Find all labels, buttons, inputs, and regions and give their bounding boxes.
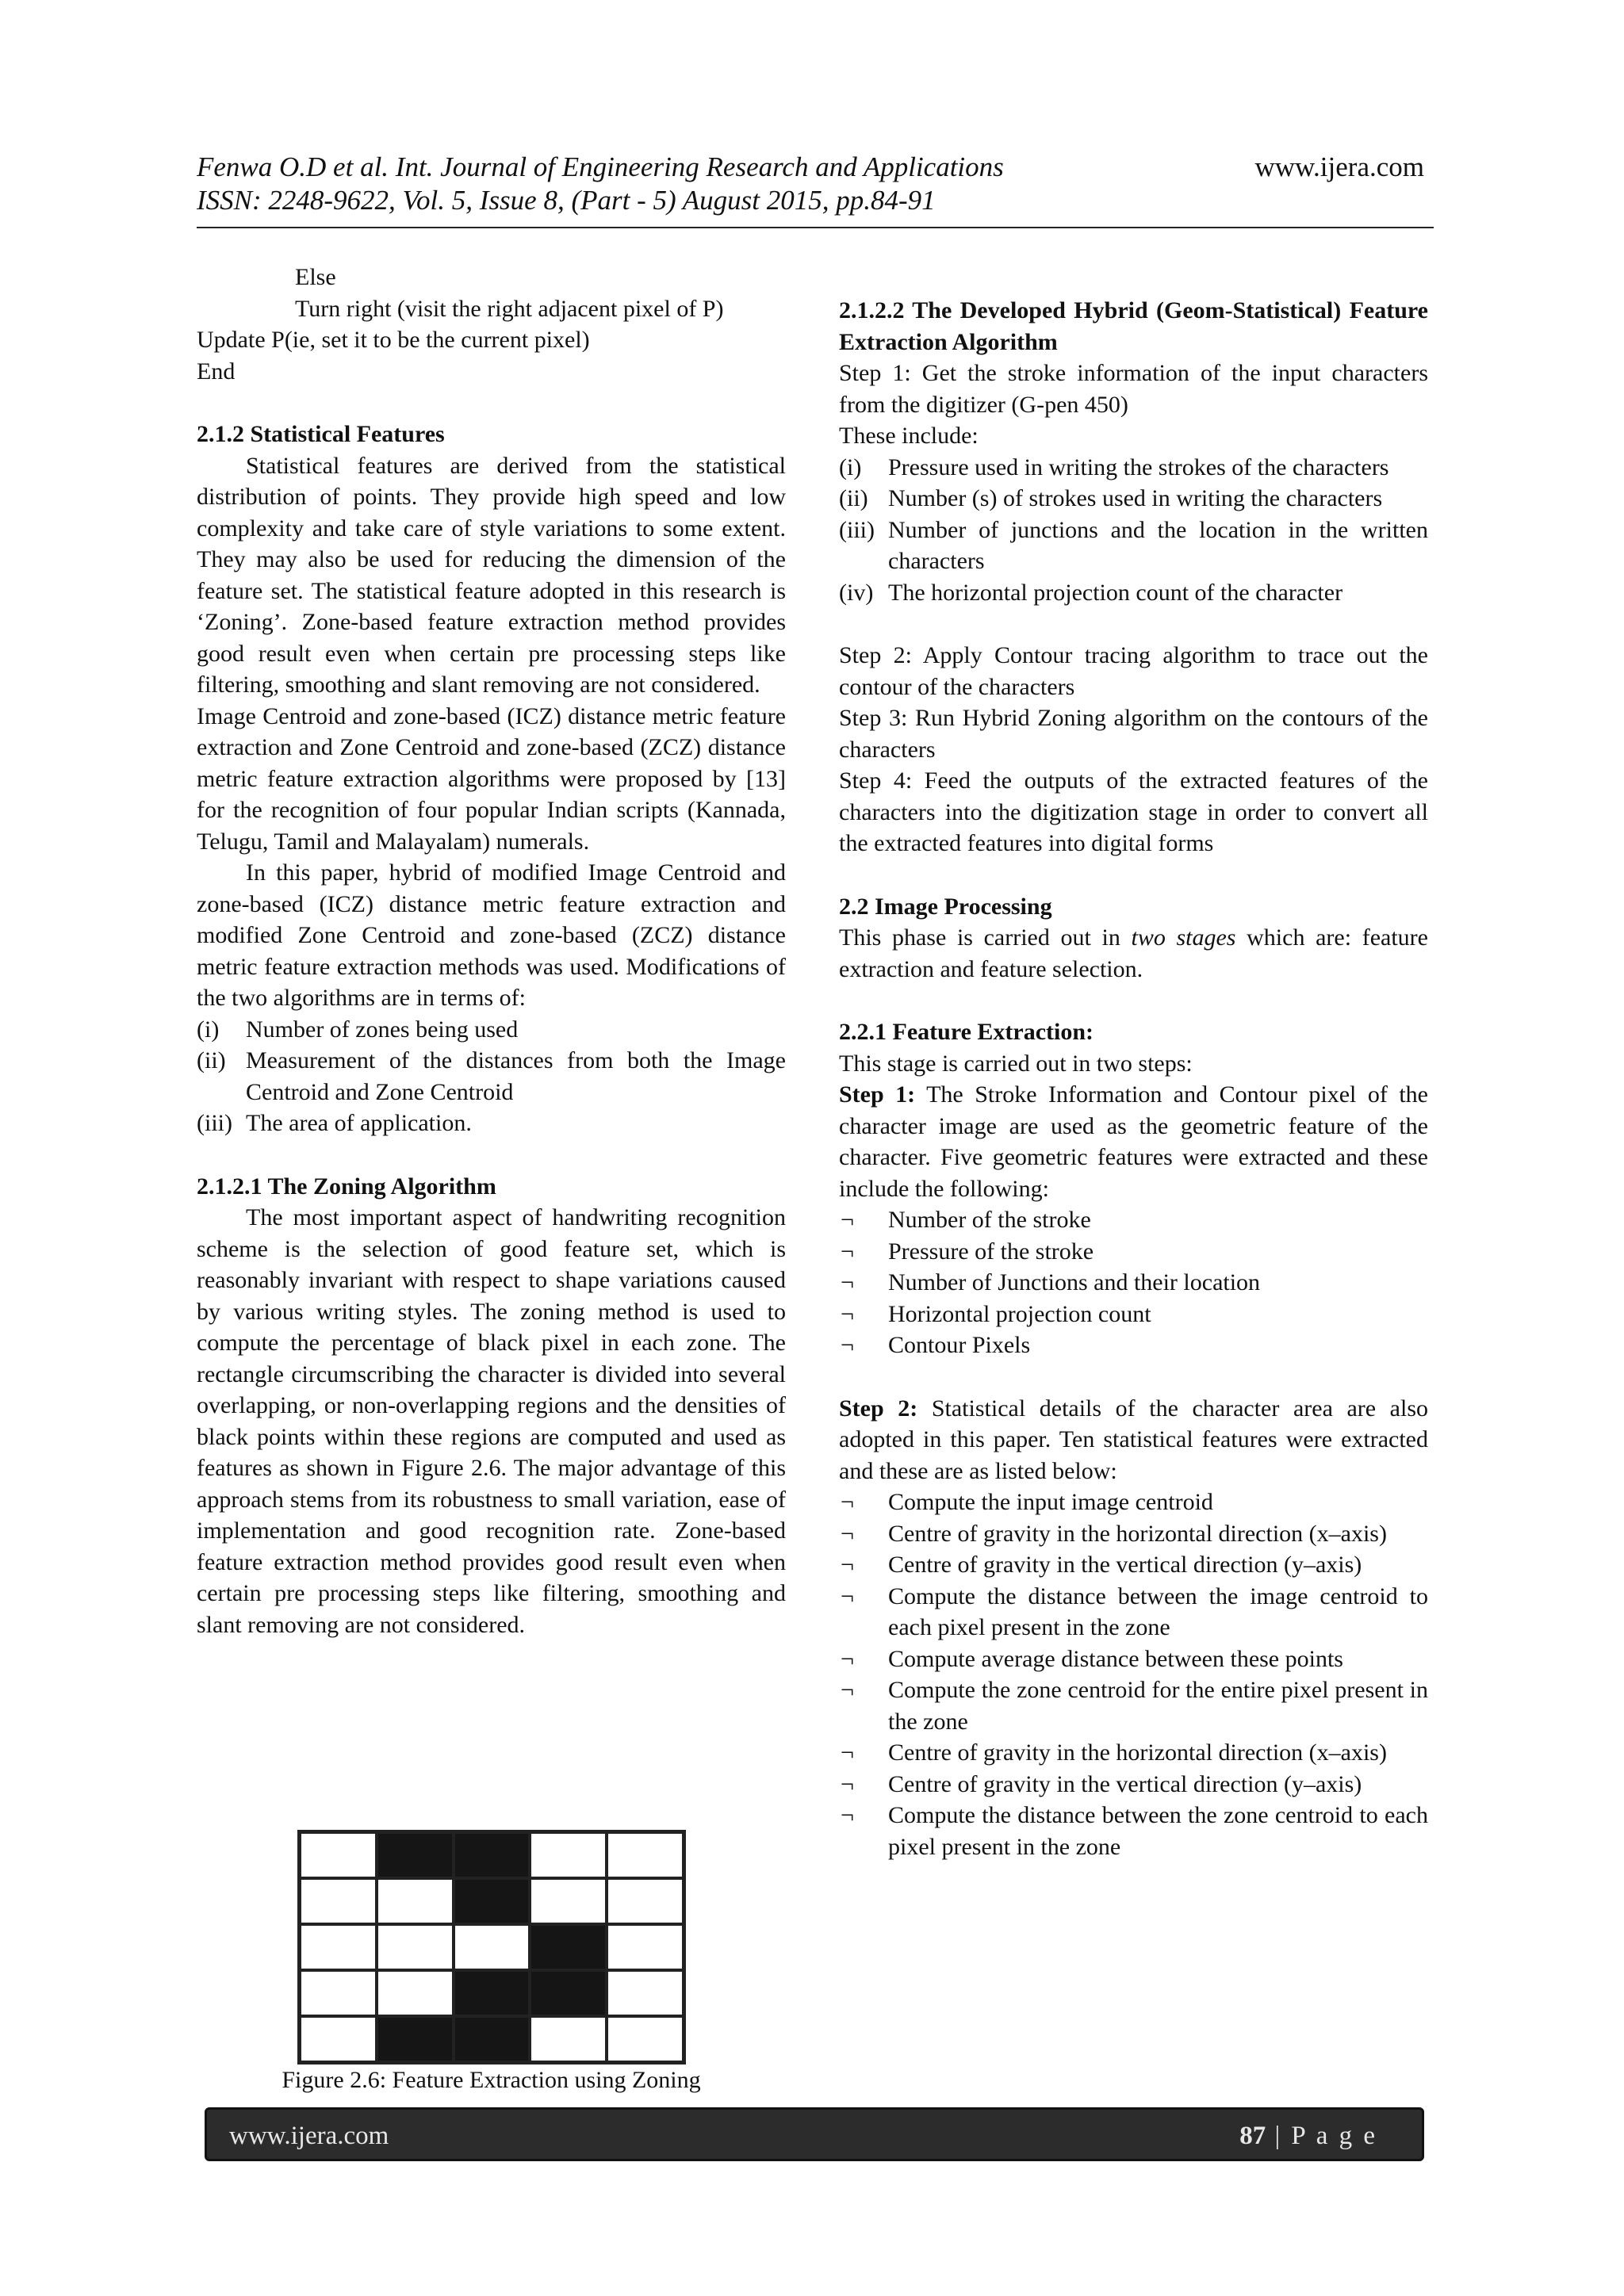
list-item: ¬ Compute the input image centroid xyxy=(839,1487,1428,1518)
list-item: ¬ Compute the distance between the zone centroid to each pixel present in the zone xyxy=(839,1800,1428,1862)
grid-cell xyxy=(454,2016,530,2062)
list-item: (i) Pressure used in writing the strokes of the characters xyxy=(839,453,1389,480)
algo-end: End xyxy=(197,358,236,385)
page-footer xyxy=(205,2107,1424,2161)
zoning-grid xyxy=(297,1830,686,2064)
grid-cell xyxy=(530,1832,607,1878)
statistical-paragraph-1: Statistical features are derived from the statistical distribution of points. They provide high speed and low complexity and take care of style variations to some extent. They may also be used for reducing the dimension of the feature set. The statistical feature adopted in this research is ‘Zoning’. Zone-based feature extraction method provides good result even when certain pre processing steps like filtering, smoothing and slant removing are not considered. xyxy=(197,452,786,698)
geometric-features-list xyxy=(839,1204,1428,1361)
statistical-features-heading: 2.1.2 Statistical Features xyxy=(197,421,445,447)
negation-bullet-icon: ¬ xyxy=(841,1520,854,1547)
header-line-2: ISSN: 2248-9622, Vol. 5, Issue 8, (Part - 5) August 2015, pp.84-91 xyxy=(197,185,936,216)
grid-cell xyxy=(607,1878,684,1924)
grid-cell xyxy=(530,2016,607,2062)
algo-update: Update P(ie, set it to be the current pixel) xyxy=(197,327,590,353)
running-header xyxy=(197,151,1434,217)
negation-bullet-icon: ¬ xyxy=(841,1739,854,1766)
grid-cell xyxy=(607,2016,684,2062)
grid-cell xyxy=(454,1970,530,2016)
statistical-paragraph-2: Image Centroid and zone-based (ICZ) distance metric feature extraction and Zone Centroid and zone-based (ZCZ) distance metric feature extraction algorithms were proposed by [13] for the recognition of four popular Indian scripts (Kannada, Telugu, Tamil and Malayalam) numerals. xyxy=(197,702,786,855)
grid-cell xyxy=(454,1832,530,1878)
grid-cell xyxy=(454,1878,530,1924)
grid-cell xyxy=(300,1832,377,1878)
grid-cell xyxy=(377,1970,454,2016)
list-item: ¬ Compute the zone centroid for the entire pixel present in the zone xyxy=(839,1674,1428,1737)
grid-cell xyxy=(300,1878,377,1924)
page-number: 87 xyxy=(1239,2122,1266,2150)
list-item: ¬ Centre of gravity in the horizontal direction (x–axis) xyxy=(839,1737,1428,1769)
list-item: ¬ Centre of gravity in the horizontal direction (x–axis) xyxy=(839,1518,1428,1550)
list-item: ¬ Horizontal projection count xyxy=(839,1299,1428,1330)
list-item: ¬ Centre of gravity in the vertical direction (y–axis) xyxy=(839,1549,1428,1581)
negation-bullet-icon: ¬ xyxy=(841,1802,854,1828)
negation-bullet-icon: ¬ xyxy=(841,1582,854,1609)
grid-cell xyxy=(607,1832,684,1878)
grid-cell xyxy=(300,1924,377,1970)
negation-bullet-icon: ¬ xyxy=(841,1269,854,1295)
hybrid-step-1: Step 1: Get the stroke information of the input characters from the digitizer (G-pen 450) xyxy=(839,360,1428,418)
zoning-paragraph: The most important aspect of handwriting recognition scheme is the selection of good feature set, which is reasonably invariant with respect to shape variations caused by various writing styles. The zoning method is used to compute the percentage of black pixel in each zone. The rectangle circumscribing the character is divided into several overlapping, or non-overlapping regions and the densities of black points within these regions are computed and used as features as shown in Figure 2.6. The major advantage of this approach stems from its robustness to small variation, ease of implementation and good recognition rate. Zone-based feature extraction method provides good result even when certain pre processing steps like filtering, smoothing and slant removing are not considered. xyxy=(197,1204,786,1638)
grid-cell xyxy=(377,1924,454,1970)
feature-extraction-intro: This stage is carried out in two steps: xyxy=(839,1050,1193,1077)
figure-caption: Figure 2.6: Feature Extraction using Zoning xyxy=(282,2067,701,2093)
list-item: (iv) The horizontal projection count of the character xyxy=(839,579,1343,606)
list-item: ¬ Compute the distance between the image centroid to each pixel present in the zone xyxy=(839,1581,1428,1644)
zoning-algorithm-heading: 2.1.2.1 The Zoning Algorithm xyxy=(197,1173,496,1200)
algo-else: Else xyxy=(295,264,336,290)
grid-cell xyxy=(607,1924,684,1970)
grid-cell xyxy=(377,1878,454,1924)
negation-bullet-icon: ¬ xyxy=(841,1770,854,1797)
header-line-1 xyxy=(197,151,1434,184)
negation-bullet-icon: ¬ xyxy=(841,1552,854,1578)
hybrid-step-3: Step 3: Run Hybrid Zoning algorithm on the contours of the characters xyxy=(839,705,1428,763)
feature-extraction-step-1: Step 1: The Stroke Information and Contour pixel of the character image are used as the geometric feature of the character. Five geometric features were extracted and these include the following: xyxy=(839,1081,1428,1202)
list-item: ¬ Pressure of the stroke xyxy=(839,1236,1428,1268)
image-processing-heading: 2.2 Image Processing xyxy=(839,893,1052,920)
list-item: (i) Number of zones being used xyxy=(197,1016,519,1043)
statistical-paragraph-3: In this paper, hybrid of modified Image Centroid and zone-based (ICZ) distance metric feature extraction and modified Zone Centroid and zone-based (ZCZ) distance metric feature extraction methods was used. Modifications of the two algorithms are in terms of: xyxy=(197,859,786,1011)
list-item: ¬ Centre of gravity in the vertical direction (y–axis) xyxy=(839,1769,1428,1800)
image-processing-paragraph: This phase is carried out in two stages which are: feature extraction and feature selection. xyxy=(839,924,1428,982)
hybrid-step-4: Step 4: Feed the outputs of the extracted features of the characters into the digitization stage in order to convert all the extracted features into digital forms xyxy=(839,767,1428,856)
stroke-info-list xyxy=(839,452,1428,609)
grid-cell xyxy=(454,1924,530,1970)
list-item: ¬ Contour Pixels xyxy=(839,1330,1428,1361)
negation-bullet-icon: ¬ xyxy=(841,1677,854,1703)
header-rule xyxy=(197,227,1434,228)
footer-site-link[interactable]: www.ijera.com xyxy=(229,2122,389,2150)
negation-bullet-icon: ¬ xyxy=(841,1207,854,1233)
grid-cell xyxy=(377,2016,454,2062)
negation-bullet-icon: ¬ xyxy=(841,1489,854,1515)
negation-bullet-icon: ¬ xyxy=(841,1645,854,1672)
feature-extraction-step-2: Step 2: Statistical details of the character area are also adopted in this paper. Ten statistical features were extracted and these are as listed below: xyxy=(839,1395,1429,1484)
grid-cell xyxy=(607,1970,684,2016)
feature-extraction-heading: 2.2.1 Feature Extraction: xyxy=(839,1019,1094,1045)
list-item: (iii) The area of application. xyxy=(197,1110,472,1136)
algo-turn-right: Turn right (visit the right adjacent pixel of P) xyxy=(295,295,724,322)
these-include: These include: xyxy=(839,423,979,449)
negation-bullet-icon: ¬ xyxy=(841,1300,854,1327)
zoning-figure xyxy=(297,1830,686,2064)
grid-cell xyxy=(300,1970,377,2016)
grid-cell xyxy=(377,1832,454,1878)
page-label: | P a g e xyxy=(1266,2122,1377,2150)
list-item: (iii) Number of junctions and the location in the written characters xyxy=(839,516,1428,574)
list-item: (ii) Number (s) of strokes used in writing the characters xyxy=(839,485,1383,511)
grid-cell xyxy=(530,1970,607,2016)
statistical-features-list xyxy=(839,1487,1428,1862)
grid-cell xyxy=(300,2016,377,2062)
left-column xyxy=(197,262,786,1640)
grid-cell xyxy=(530,1878,607,1924)
negation-bullet-icon: ¬ xyxy=(841,1332,854,1358)
hybrid-algorithm-heading: 2.1.2.2 The Developed Hybrid (Geom-Statistical) Feature Extraction Algorithm xyxy=(839,297,1428,355)
right-column xyxy=(839,295,1428,1862)
header-site-link[interactable]: www.ijera.com xyxy=(1254,151,1424,182)
hybrid-step-2: Step 2: Apply Contour tracing algorithm to trace out the contour of the characters xyxy=(839,642,1428,700)
page-indicator xyxy=(1239,2120,1377,2152)
list-item: (ii) Measurement of the distances from both the Image Centroid and Zone Centroid xyxy=(197,1047,786,1105)
list-item: ¬ Compute average distance between these points xyxy=(839,1644,1428,1675)
negation-bullet-icon: ¬ xyxy=(841,1238,854,1265)
list-item: ¬ Number of Junctions and their location xyxy=(839,1267,1428,1299)
grid-cell xyxy=(530,1924,607,1970)
list-item: ¬ Number of the stroke xyxy=(839,1204,1428,1236)
modifications-list xyxy=(197,1014,786,1139)
journal-citation: Fenwa O.D et al. Int. Journal of Engineering Research and Applications xyxy=(197,151,1004,182)
